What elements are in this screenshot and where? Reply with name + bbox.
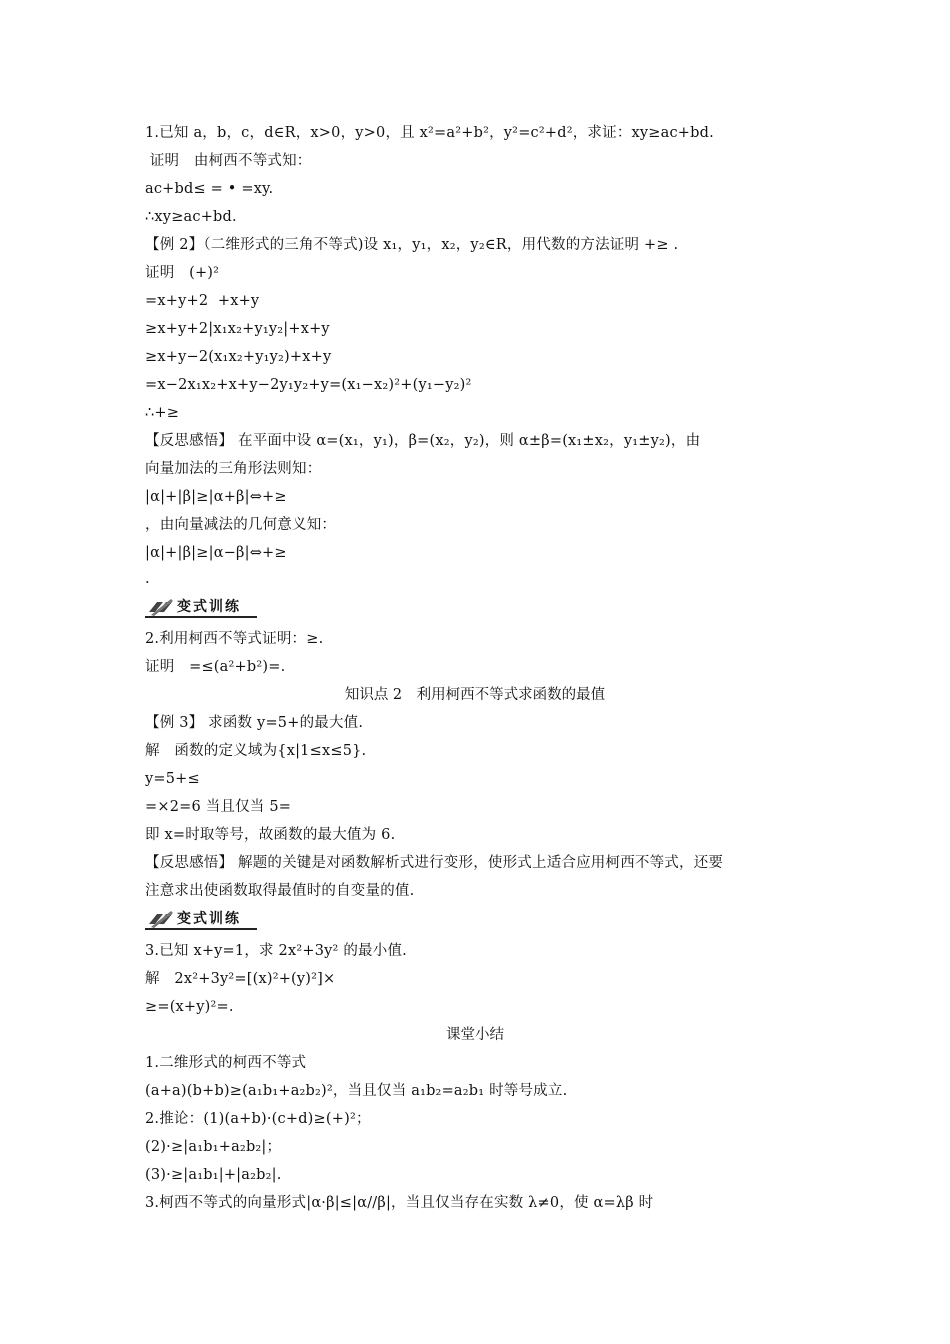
text-line: 证明 =≤(a²+b²)=. xyxy=(145,659,286,675)
text-line: 3.柯西不等式的向量形式|α·β|≤|α//β|，当且仅当存在实数 λ≠0，使 α=λβ 时 xyxy=(145,1195,654,1211)
text-line: 1.已知 a，b，c，d∈R，x>0，y>0，且 x²=a²+b²，y²=c²+d²，求证：xy≥ac+bd. xyxy=(145,125,714,141)
section-heading: 知识点 2 利用柯西不等式求函数的最值 xyxy=(344,687,606,703)
text-line: 注意求出使函数取得最值时的自变量的值. xyxy=(145,883,415,899)
text-line: y=5+≤ xyxy=(145,771,200,787)
text-line: 向量加法的三角形法则知： xyxy=(145,461,322,477)
summary-heading: 课堂小结 xyxy=(446,1027,504,1043)
text-line: 解 2x²+3y²=[(x)²+(y)²]× xyxy=(145,971,336,987)
example-3-line: 【例 3】 求函数 y=5+的最大值. xyxy=(145,715,364,731)
reflection-line: 【反思感悟】 解题的关键是对函数解析式进行变形，使形式上适合应用柯西不等式，还要 xyxy=(145,855,724,871)
text-line: (a+a)(b+b)≥(a₁b₁+a₂b₂)²，当且仅当 a₁b₂=a₂b₁ 时等号成立. xyxy=(145,1083,568,1099)
banner-underline xyxy=(145,616,257,618)
banner-underline xyxy=(145,928,257,930)
text-line: ∴+≥ xyxy=(145,405,180,421)
text-line: ac+bd≤ = • =xy. xyxy=(145,181,274,197)
text-line: 2.推论：(1)(a+b)·(c+d)≥(+)²； xyxy=(145,1111,371,1127)
text-line: (2)·≥|a₁b₁+a₂b₂|； xyxy=(145,1139,282,1155)
text-line: 2.利用柯西不等式证明：≥. xyxy=(145,631,324,647)
text-line: ≥x+y−2(x₁x₂+y₁y₂)+x+y xyxy=(145,349,332,365)
text-line: 即 x=时取等号，故函数的最大值为 6. xyxy=(145,827,396,843)
text-line: 证明 (+)² xyxy=(145,265,220,281)
text-line: 证明 由柯西不等式知： xyxy=(145,153,312,169)
text-line: (3)·≥|a₁b₁|+|a₂b₂|. xyxy=(145,1167,282,1183)
text-line: 1.二维形式的柯西不等式 xyxy=(145,1055,307,1071)
text-line: ∴xy≥ac+bd. xyxy=(145,209,237,225)
example-2-line: 【例 2】（二维形式的三角不等式)设 x₁，y₁，x₂，y₂∈R，用代数的方法证明 +≥ . xyxy=(145,237,679,253)
training-label: 变式训练 xyxy=(177,911,241,927)
text-line: =x+y+2 +x+y xyxy=(145,293,260,309)
text-line: =x−2x₁x₂+x+y−2y₁y₂+y=(x₁−x₂)²+(y₁−y₂)² xyxy=(145,377,472,393)
text-line: =×2=6 当且仅当 5= xyxy=(145,799,292,815)
training-banner xyxy=(145,910,257,928)
text-line: |α|+|β|≥|α+β|⇔+≥ xyxy=(145,489,287,505)
text-line: ≥=(x+y)²=. xyxy=(145,999,234,1015)
text-line: . xyxy=(145,571,150,587)
pencil-icon xyxy=(149,598,173,616)
text-line: 解 函数的定义域为{x|1≤x≤5}. xyxy=(145,743,367,759)
text-line: ≥x+y+2|x₁x₂+y₁y₂|+x+y xyxy=(145,321,330,337)
text-line: ，由向量减法的几何意义知： xyxy=(145,517,337,533)
text-line: |α|+|β|≥|α−β|⇔+≥ xyxy=(145,545,287,561)
training-banner xyxy=(145,598,257,616)
training-label: 变式训练 xyxy=(177,599,241,615)
text-line: 3.已知 x+y=1，求 2x²+3y² 的最小值. xyxy=(145,943,407,959)
reflection-line: 【反思感悟】 在平面中设 α=(x₁，y₁)，β=(x₂，y₂)，则 α±β=(x₁±x₂，y₁±y₂)，由 xyxy=(145,433,701,449)
pencil-icon xyxy=(149,910,173,928)
